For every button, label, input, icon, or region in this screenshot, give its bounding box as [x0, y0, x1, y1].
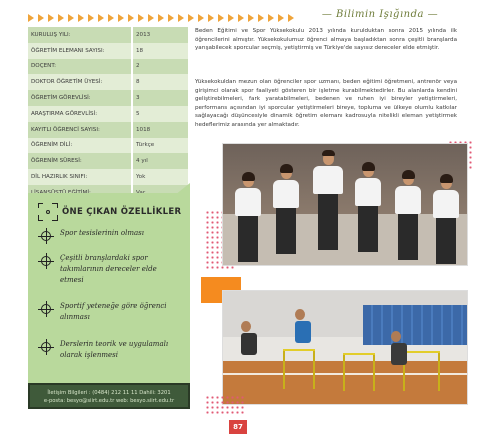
table-row: [28, 59, 188, 75]
arrow-icon: [48, 14, 54, 22]
table-key: DOÇENT:: [28, 59, 132, 75]
table-value: 2013: [132, 27, 188, 43]
graduates-paragraph: Yüksekokuldan mezun olan öğrenciler spor uzmanı, beden eğitimi öğretmeni, antrenör veya girişimci olarak spor faaliyeti gösteren bir işletme kurabilmektedirler. Bu alanlarda kendini geliştirebilmeleri, fark yaratabilmeleri, bedenen ve ruhen iyi bireyler yetiştirmeleri, performans açısından iyi sporcular yetiştirmeleri bireye, topluma ve ülkeye olumlu katkılar sağlayacağı düşüncesiyle dinamik öğretim elemanı kadrosuyla nitelikli eleman yetiştirmek hedeflerimiz arasında yer almaktadır.: [195, 79, 457, 128]
table-key: ÖĞRENİM SÜRESİ:: [28, 153, 132, 169]
features-panel: [28, 193, 190, 383]
table-key: ÖĞRETİM GÖREVLİSİ:: [28, 90, 132, 106]
arrow-icon: [98, 14, 104, 22]
feature-text: Çeşitli branşlardaki spor takımlarının dereceler elde etmesi: [60, 254, 157, 284]
arrow-icon: [68, 14, 74, 22]
arrow-icon: [158, 14, 164, 22]
arrow-icon: [258, 14, 264, 22]
feature-text: Spor tesislerinin olması: [60, 229, 144, 237]
decorative-dots: [205, 395, 245, 415]
arrow-icon: [108, 14, 114, 22]
table-key: ÖĞRENİM DİLİ:: [28, 138, 132, 154]
crosshair-icon: [38, 253, 54, 269]
arrow-icon: [288, 14, 294, 22]
table-row: [28, 106, 188, 122]
info-table: [28, 27, 188, 201]
crosshair-icon: [38, 301, 54, 317]
arrow-icon: [228, 14, 234, 22]
arrow-icon: [188, 14, 194, 22]
intro-paragraph: Beden Eğitimi ve Spor Yüksekokulu 2013 yılında kurulduktan sonra 2015 yılında ilk öğrencilerini almıştır. Yüksekokulumuz öğrenci almaya başladıktan sonra çeşitli branşlarda yarışabilecek sporcular seçmiş, yetiştirmiş ve Türkiye'de sayısız dereceler elde etmiştir.: [195, 28, 457, 52]
feature-text: Derslerin teorik ve uygulamalı olarak işlenmesi: [60, 340, 169, 359]
group-photo-students: [222, 143, 468, 266]
arrow-icon: [138, 14, 144, 22]
arrow-icon: [178, 14, 184, 22]
arrow-icon: [218, 14, 224, 22]
arrow-icon: [278, 14, 284, 22]
page-number: 87: [229, 420, 247, 434]
feature-item: [38, 339, 188, 361]
table-key: DİL HAZIRLIK SINIFI:: [28, 169, 132, 185]
feature-item: [38, 228, 188, 244]
hurdle-training-photo: [222, 290, 468, 405]
contact-email-web: e-posta: besyo@siirt.edu.tr web: besyo.siirt.edu.tr: [43, 398, 175, 404]
table-value: 18: [132, 43, 188, 59]
arrow-icon: [208, 14, 214, 22]
feature-text: Sportif yeteneğe göre öğrenci alınması: [60, 302, 167, 321]
feature-item: [38, 253, 188, 286]
features-header: [38, 203, 181, 221]
table-key: ÖĞRETİM ELEMANI SAYISI:: [28, 43, 132, 59]
features-heading: ÖNE ÇIKAN ÖZELLİKLER: [62, 207, 182, 217]
table-row: [28, 43, 188, 59]
arrow-icon: [38, 14, 44, 22]
feature-item: [38, 301, 188, 323]
crosshair-icon: [38, 339, 54, 355]
table-row: [28, 90, 188, 106]
table-value: 1018: [132, 122, 188, 138]
table-row: [28, 138, 188, 154]
arrow-icon: [28, 14, 34, 22]
arrow-icon: [88, 14, 94, 22]
arrow-icon: [168, 14, 174, 22]
decorative-arrow-row: [28, 14, 294, 24]
table-value: 4 yıl: [132, 153, 188, 169]
arrow-icon: [268, 14, 274, 22]
table-key: ARAŞTIRMA GÖREVLİSİ:: [28, 106, 132, 122]
section-title: — Bilimin Işığında —: [321, 9, 439, 20]
table-row: [28, 27, 188, 43]
crosshair-icon: [38, 228, 54, 244]
table-value: Türkçe: [132, 138, 188, 154]
contact-phone: İletişim Bilgileri : (0484) 212 11 11 Dahili: 3201: [47, 390, 171, 396]
table-value: 8: [132, 74, 188, 90]
arrow-icon: [128, 14, 134, 22]
table-key: DOKTOR ÖĞRETİM ÜYESİ:: [28, 74, 132, 90]
table-value: Yok: [132, 169, 188, 185]
table-key: KAYITLI ÖĞRENCİ SAYISI:: [28, 122, 132, 138]
arrow-icon: [58, 14, 64, 22]
table-value: 2: [132, 59, 188, 75]
arrow-icon: [238, 14, 244, 22]
target-icon: [38, 203, 58, 221]
arrow-icon: [198, 14, 204, 22]
table-row: [28, 153, 188, 169]
table-key: KURULUŞ YILI:: [28, 27, 132, 43]
table-value: 3: [132, 90, 188, 106]
contact-box: [28, 383, 190, 409]
arrow-icon: [78, 14, 84, 22]
arrow-icon: [118, 14, 124, 22]
table-row: [28, 122, 188, 138]
table-row: [28, 74, 188, 90]
table-value: 5: [132, 106, 188, 122]
arrow-icon: [248, 14, 254, 22]
arrow-icon: [148, 14, 154, 22]
